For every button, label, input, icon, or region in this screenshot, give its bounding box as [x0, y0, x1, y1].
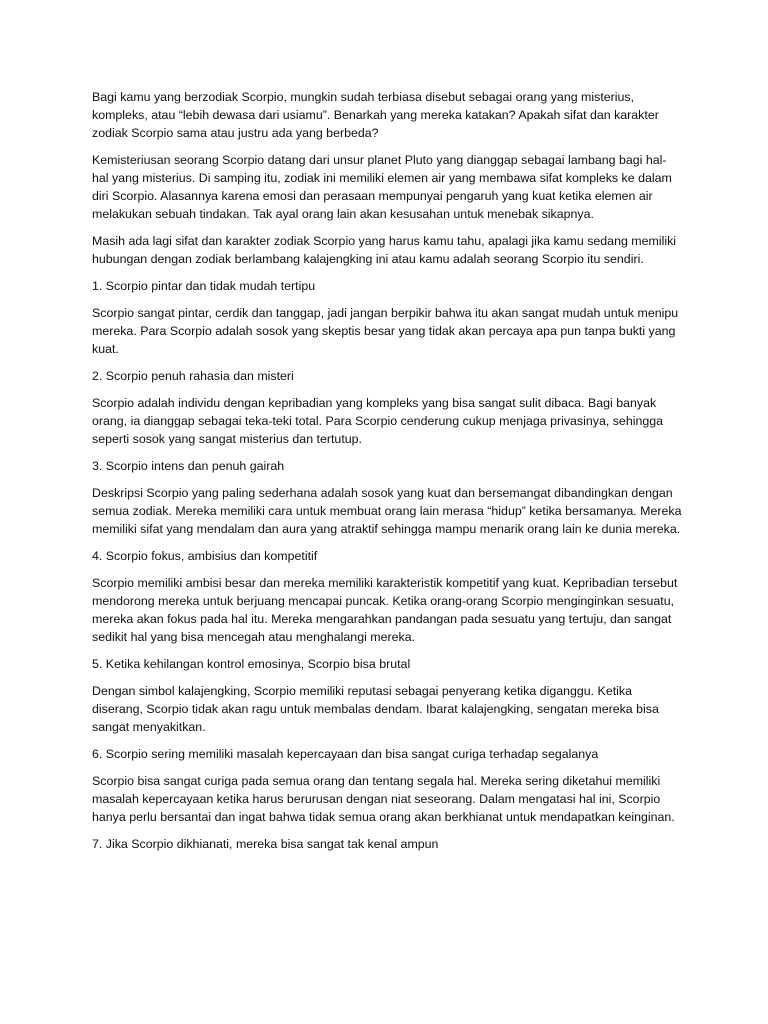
section-heading-6: 6. Scorpio sering memiliki masalah kepercayaan dan bisa sangat curiga terhadap segalanya: [92, 747, 599, 761]
section-paragraph-3: Deskripsi Scorpio yang paling sederhana adalah sosok yang kuat dan bersemangat dibandingkan dengan semua zodiak. Mereka memiliki cara untuk membuat orang lain merasa “hidup” ketika bersamanya. Mereka memiliki sifat yang mendalam dan aura yang atraktif sehingga mampu menarik orang lain ke dunia mereka.: [92, 486, 682, 536]
more-traits-paragraph: Masih ada lagi sifat dan karakter zodiak Scorpio yang harus kamu tahu, apalagi jika kamu sedang memiliki hubungan dengan zodiak berlambang kalajengking ini atau kamu adalah seorang Scorpio itu sendiri.: [92, 234, 677, 266]
section-heading-5: 5. Ketika kehilangan kontrol emosinya, Scorpio bisa brutal: [92, 657, 411, 671]
section-paragraph-2: Scorpio adalah individu dengan kepribadian yang kompleks yang bisa sangat sulit dibaca. Bagi banyak orang, ia dianggap sebagai teka-teki total. Para Scorpio cenderung cukup menjaga privasinya, sehingga seperti sosok yang sangat misterius dan tertutup.: [92, 396, 664, 446]
section-heading-2: 2. Scorpio penuh rahasia dan misteri: [92, 369, 294, 383]
intro-paragraph: Bagi kamu yang berzodiak Scorpio, mungkin sudah terbiasa disebut sebagai orang yang misterius, kompleks, atau “lebih dewasa dari usiamu”. Benarkah yang mereka katakan? Apakah sifat dan karakter zodiak Scorpio sama atau justru ada yang berbeda?: [92, 90, 659, 140]
section-heading-1: 1. Scorpio pintar dan tidak mudah tertipu: [92, 279, 316, 293]
section-paragraph-1: Scorpio sangat pintar, cerdik dan tanggap, jadi jangan berpikir bahwa itu akan sangat mudah untuk menipu mereka. Para Scorpio adalah sosok yang skeptis besar yang tidak akan percaya apa pun tanpa bukti yang kuat.: [92, 306, 679, 356]
pluto-paragraph: Kemisteriusan seorang Scorpio datang dari unsur planet Pluto yang dianggap sebagai lambang bagi hal-hal yang misterius. Di samping itu, zodiak ini memiliki elemen air yang membawa sifat kompleks ke dalam diri Scorpio. Alasannya karena emosi dan perasaan mempunyai pengaruh yang kuat ketika elemen air melakukan sebuah tindakan. Tak ayal orang lain akan kesusahan untuk menebak sikapnya.: [92, 153, 672, 221]
document-body: [92, 88, 682, 862]
section-heading-3: 3. Scorpio intens dan penuh gairah: [92, 459, 285, 473]
section-heading-4: 4. Scorpio fokus, ambisius dan kompetitif: [92, 549, 318, 563]
section-paragraph-5: Dengan simbol kalajengking, Scorpio memiliki reputasi sebagai penyerang ketika diganggu. Ketika diserang, Scorpio tidak akan ragu untuk membalas dendam. Ibarat kalajengking, sengatan mereka bisa sangat menyakitkan.: [92, 684, 659, 734]
section-paragraph-6: Scorpio bisa sangat curiga pada semua orang dan tentang segala hal. Mereka sering diketahui memiliki masalah kepercayaan ketika harus berurusan dengan niat seseorang. Dalam mengatasi hal ini, Scorpio hanya perlu bersantai dan ingat bahwa tidak semua orang akan berkhianat untuk mendapatkan keinginan.: [92, 774, 675, 824]
section-heading-7: 7. Jika Scorpio dikhianati, mereka bisa sangat tak kenal ampun: [92, 837, 439, 851]
section-paragraph-4: Scorpio memiliki ambisi besar dan mereka memiliki karakteristik kompetitif yang kuat. Kepribadian tersebut mendorong mereka untuk berjuang mencapai puncak. Ketika orang-orang Scorpio menginginkan sesuatu, mereka akan fokus pada hal itu. Mereka mengarahkan pandangan pada sesuatu yang tertuju, dan sangat sedikit hal yang bisa mencegah atau menghalangi mereka.: [92, 576, 678, 644]
